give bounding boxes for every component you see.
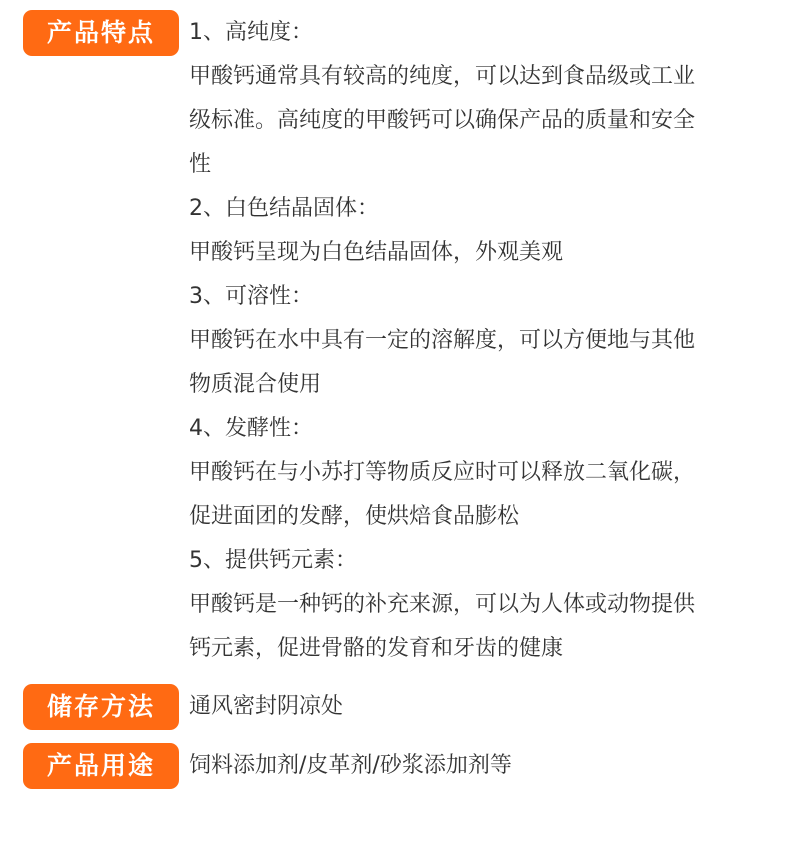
feature-line: 甲酸钙在与小苏打等物质反应时可以释放二氧化碳， <box>189 460 696 485</box>
feature-line: 甲酸钙通常具有较高的纯度，可以达到食品级或工业 <box>189 64 696 89</box>
feature-line: 级标准。高纯度的甲酸钙可以确保产品的质量和安全 <box>189 108 696 133</box>
features-badge: 产品特点 <box>23 10 179 56</box>
feature-line: 物质混合使用 <box>189 372 322 397</box>
feature-item <box>189 275 775 407</box>
storage-badge: 储存方法 <box>23 684 179 730</box>
feature-item <box>189 187 775 275</box>
feature-heading: 5、提供钙元素： <box>189 548 357 573</box>
usage-badge: 产品用途 <box>23 743 179 789</box>
feature-line: 甲酸钙是一种钙的补充来源，可以为人体或动物提供 <box>189 592 696 617</box>
feature-item <box>189 539 775 671</box>
feature-line: 甲酸钙在水中具有一定的溶解度，可以方便地与其他 <box>189 328 696 353</box>
feature-line: 甲酸钙呈现为白色结晶固体，外观美观 <box>189 240 564 265</box>
usage-text: 饲料添加剂/皮革剂/砂浆添加剂等 <box>189 753 512 778</box>
features-content <box>189 11 775 671</box>
feature-heading: 3、可溶性： <box>189 284 313 309</box>
feature-heading: 2、白色结晶固体： <box>189 196 379 221</box>
feature-heading: 4、发酵性： <box>189 416 313 441</box>
feature-item <box>189 11 775 187</box>
feature-item <box>189 407 775 539</box>
feature-heading: 1、高纯度： <box>189 20 313 45</box>
feature-line: 钙元素，促进骨骼的发育和牙齿的健康 <box>189 636 564 661</box>
feature-line: 促进面团的发酵，使烘焙食品膨松 <box>189 504 520 529</box>
feature-line: 性 <box>189 152 212 177</box>
storage-text: 通风密封阴凉处 <box>189 694 344 719</box>
